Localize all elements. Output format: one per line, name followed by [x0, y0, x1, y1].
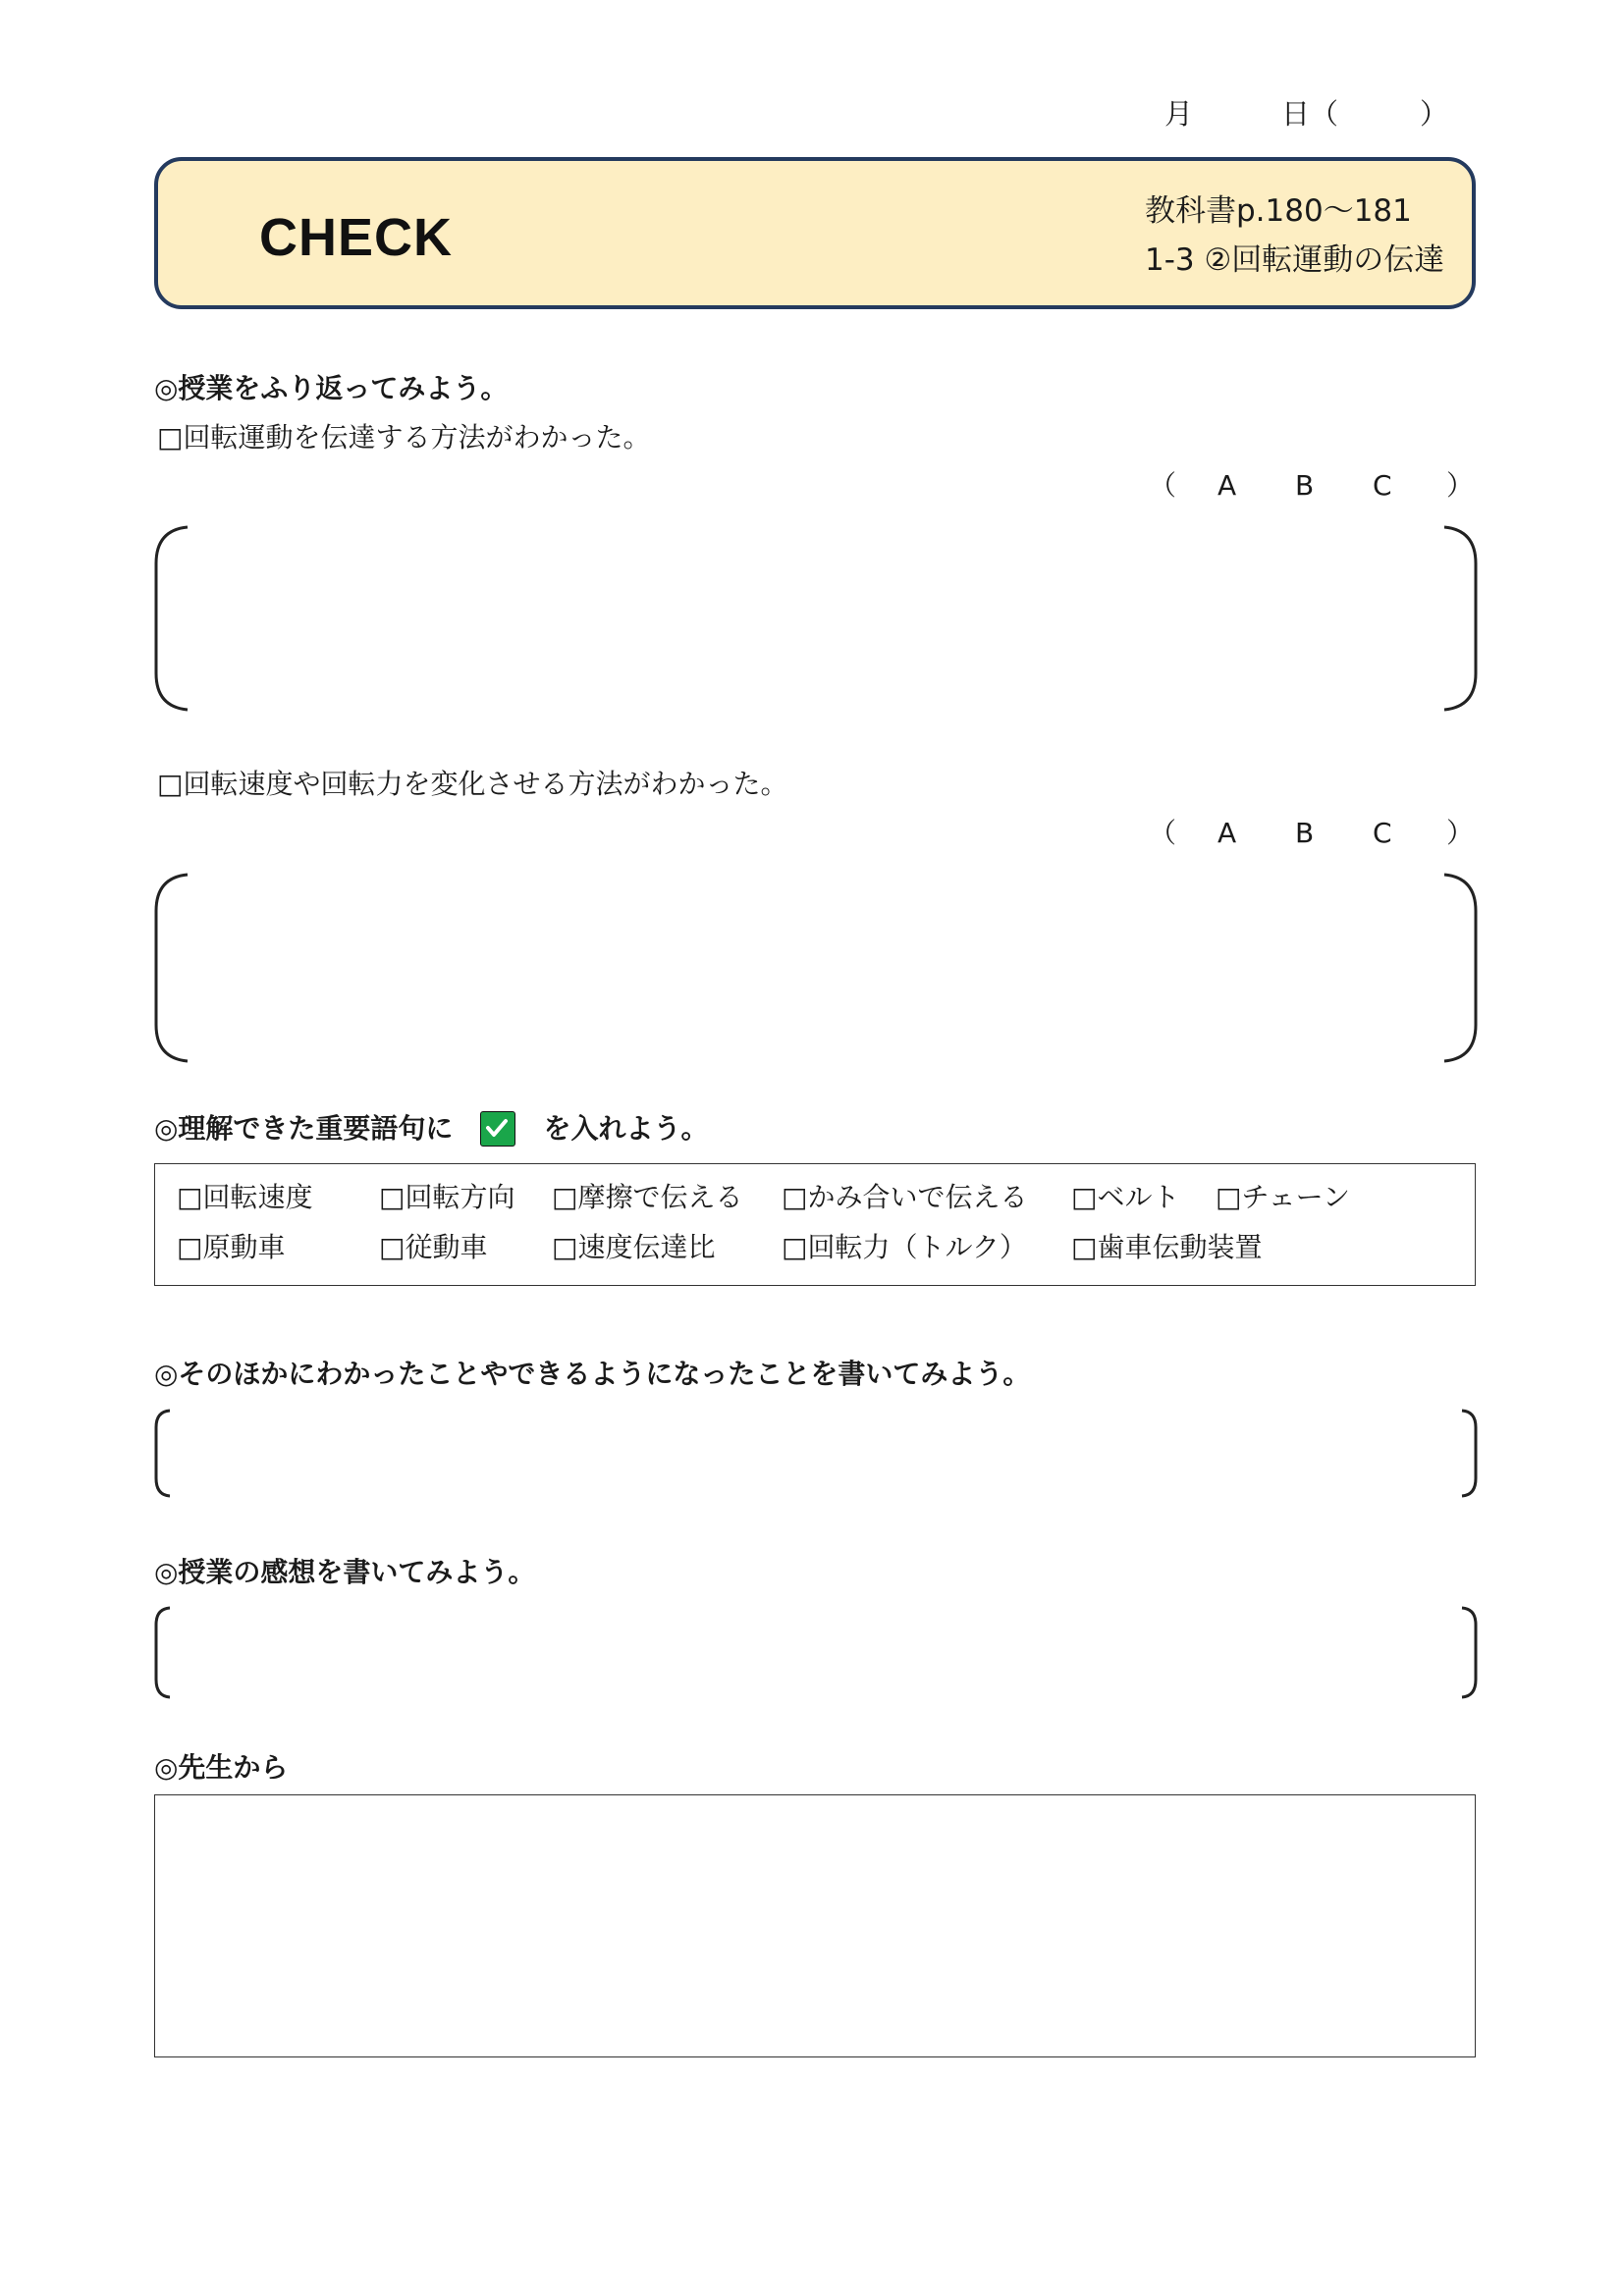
review-heading: ◎授業をふり返ってみよう。: [154, 372, 509, 404]
other-answer-area[interactable]: [152, 1408, 1480, 1500]
header-box: [154, 157, 1476, 309]
review-answer-area-2[interactable]: [152, 872, 1480, 1064]
rating-b-2[interactable]: B: [1295, 817, 1315, 849]
term-checkbox[interactable]: □かみ合いで伝える: [782, 1181, 1028, 1213]
rating-open-2: （: [1149, 817, 1177, 849]
date-close-paren: ）: [1420, 97, 1449, 131]
terms-heading: [154, 1109, 708, 1148]
term-checkbox[interactable]: □チェーン: [1216, 1181, 1351, 1213]
terms-heading-text: ◎理解できた重要語句に: [154, 1112, 454, 1145]
teacher-heading: ◎先生から: [154, 1751, 289, 1784]
review-item-2-label[interactable]: □回転速度や回転力を変化させる方法がわかった。: [157, 768, 788, 800]
term-checkbox[interactable]: □歯車伝動装置: [1071, 1231, 1263, 1263]
impression-heading: ◎授業の感想を書いてみよう。: [154, 1556, 536, 1588]
rating-a-2[interactable]: A: [1217, 817, 1237, 849]
teacher-comment-box[interactable]: [154, 1794, 1476, 2057]
terms-heading-text-after: を入れよう。: [543, 1112, 709, 1145]
rating-close-1: ）: [1446, 469, 1475, 502]
rating-b-1[interactable]: B: [1295, 469, 1315, 502]
date-day-label: 日（: [1281, 97, 1339, 131]
page-title: CHECK: [259, 208, 454, 267]
textbook-ref: 教科書p.180～181: [1145, 193, 1412, 229]
rating-a-1[interactable]: A: [1217, 469, 1237, 502]
term-checkbox[interactable]: □原動車: [177, 1231, 286, 1263]
rating-c-2[interactable]: C: [1373, 817, 1392, 849]
term-checkbox[interactable]: □速度伝達比: [552, 1231, 716, 1263]
term-checkbox[interactable]: □摩擦で伝える: [552, 1181, 743, 1213]
term-checkbox[interactable]: □回転速度: [177, 1181, 313, 1213]
rating-close-2: ）: [1446, 817, 1475, 849]
term-checkbox[interactable]: □従動車: [379, 1231, 488, 1263]
rating-c-1[interactable]: C: [1373, 469, 1392, 502]
rating-open-1: （: [1149, 469, 1177, 502]
checkmark-icon: [480, 1111, 515, 1147]
lesson-title: 1-3 ②回転運動の伝達: [1145, 242, 1445, 278]
term-checkbox[interactable]: □回転力（トルク）: [782, 1231, 1027, 1263]
term-checkbox[interactable]: □回転方向: [379, 1181, 515, 1213]
date-month-label: 月: [1164, 97, 1194, 131]
impression-answer-area[interactable]: [152, 1605, 1480, 1701]
review-item-1-label[interactable]: □回転運動を伝達する方法がわかった。: [157, 421, 651, 454]
term-checkbox[interactable]: □ベルト: [1071, 1181, 1180, 1213]
other-heading: ◎そのほかにわかったことやできるようになったことを書いてみよう。: [154, 1358, 1031, 1390]
review-answer-area-1[interactable]: [152, 524, 1480, 713]
terms-box: [154, 1163, 1476, 1286]
